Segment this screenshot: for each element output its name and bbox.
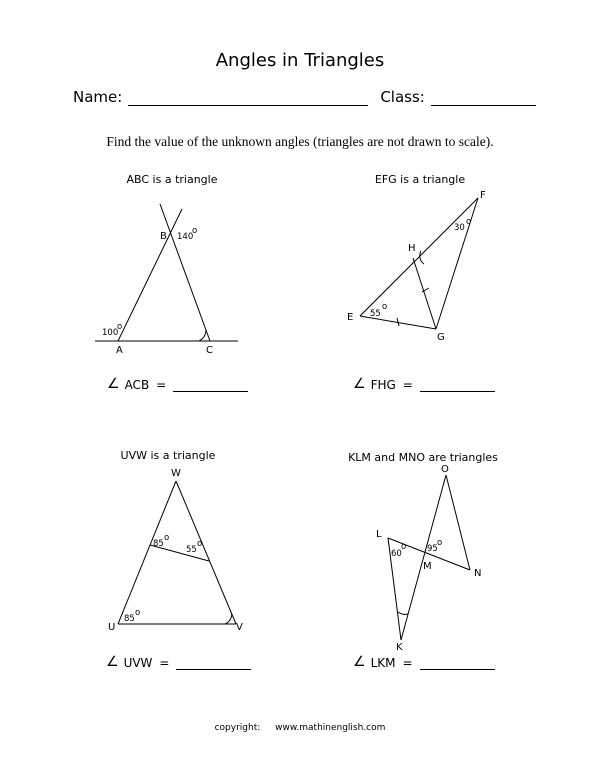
- point-l-label: L: [376, 529, 382, 540]
- line-wv: [176, 481, 236, 624]
- point-a-label: A: [116, 345, 123, 356]
- answer-blank[interactable]: [420, 657, 495, 670]
- given-angle-upper-left: 85: [153, 539, 164, 549]
- name-label: Name:: [73, 88, 123, 106]
- point-b-label: B: [160, 231, 167, 242]
- point-v-label: V: [236, 622, 243, 633]
- degree-mark: o: [117, 322, 123, 332]
- degree-mark: o: [135, 608, 141, 618]
- degree-mark: o: [401, 542, 407, 552]
- problem-1-caption: ABC is a triangle: [126, 173, 218, 186]
- answer-blank[interactable]: [173, 379, 248, 392]
- angle-v-arc: [225, 614, 232, 624]
- line-on: [446, 475, 470, 570]
- line-cb-extended: [160, 204, 210, 341]
- degree-mark: o: [437, 538, 443, 548]
- degree-mark: o: [197, 539, 203, 549]
- answer-row-1: [107, 376, 248, 392]
- angle-icon: ∠: [107, 376, 120, 392]
- degree-mark: o: [466, 217, 472, 227]
- point-w-label: W: [171, 468, 181, 479]
- line-hg: [413, 258, 436, 329]
- given-angle-l: 60: [391, 549, 402, 559]
- answer-row-4: [353, 654, 495, 670]
- copyright-site-link[interactable]: www.mathinenglish.com: [275, 723, 386, 733]
- problem-4-caption: KLM and MNO are triangles: [348, 451, 498, 464]
- given-angle-u: 85: [124, 614, 135, 624]
- given-angle-upper-right: 55: [186, 545, 197, 555]
- angle-k-arc: [398, 612, 408, 614]
- point-f-label: F: [480, 190, 486, 201]
- line-ab-extended: [118, 209, 182, 341]
- given-angle-e: 55: [370, 309, 381, 319]
- instructions: Find the value of the unknown angles (triangles are not drawn to scale).: [106, 134, 494, 149]
- line-fg: [436, 198, 478, 329]
- given-angle-m: 95: [427, 544, 438, 554]
- equals-sign: =: [402, 656, 413, 670]
- point-e-label: E: [347, 312, 354, 323]
- point-k-label: K: [396, 642, 403, 653]
- given-angle-a: 100: [102, 328, 119, 338]
- answer-label: ACB: [124, 378, 150, 392]
- point-c-label: C: [206, 345, 213, 356]
- answer-blank[interactable]: [420, 379, 495, 392]
- angle-icon: ∠: [353, 654, 366, 670]
- degree-mark: o: [382, 302, 388, 312]
- equals-sign: =: [156, 378, 167, 392]
- answer-label: LKM: [370, 656, 396, 670]
- equals-sign: =: [159, 656, 170, 670]
- degree-mark: o: [192, 226, 198, 236]
- point-m-label: M: [423, 561, 432, 572]
- angle-icon: ∠: [353, 376, 366, 392]
- angle-icon: ∠: [106, 654, 119, 670]
- problem-2-caption: EFG is a triangle: [374, 173, 466, 186]
- triangle-uvw-figure: [118, 481, 236, 624]
- footer-copyright: [0, 723, 600, 733]
- class-label: Class:: [380, 88, 425, 106]
- problem-3-caption: UVW is a triangle: [120, 449, 216, 462]
- given-angle-b: 140: [177, 232, 194, 242]
- answer-row-3: [106, 654, 251, 670]
- worksheet-title: Angles in Triangles: [215, 50, 385, 71]
- line-ef: [360, 198, 478, 316]
- equals-sign: =: [402, 378, 413, 392]
- point-h-label: H: [408, 243, 416, 254]
- point-u-label: U: [108, 622, 116, 633]
- copyright-label: copyright:: [214, 723, 261, 733]
- angle-c-arc: [199, 330, 206, 341]
- degree-mark: o: [164, 533, 170, 543]
- answer-blank[interactable]: [176, 657, 251, 670]
- answer-label: FHG: [370, 378, 396, 392]
- answer-label: UVW: [123, 656, 153, 670]
- line-wu: [118, 481, 176, 624]
- point-o-label: O: [441, 464, 449, 475]
- point-n-label: N: [474, 568, 482, 579]
- point-g-label: G: [437, 332, 445, 343]
- given-angle-f: 30: [454, 223, 465, 233]
- answer-row-2: [353, 376, 495, 392]
- triangle-abc-figure: [95, 204, 238, 341]
